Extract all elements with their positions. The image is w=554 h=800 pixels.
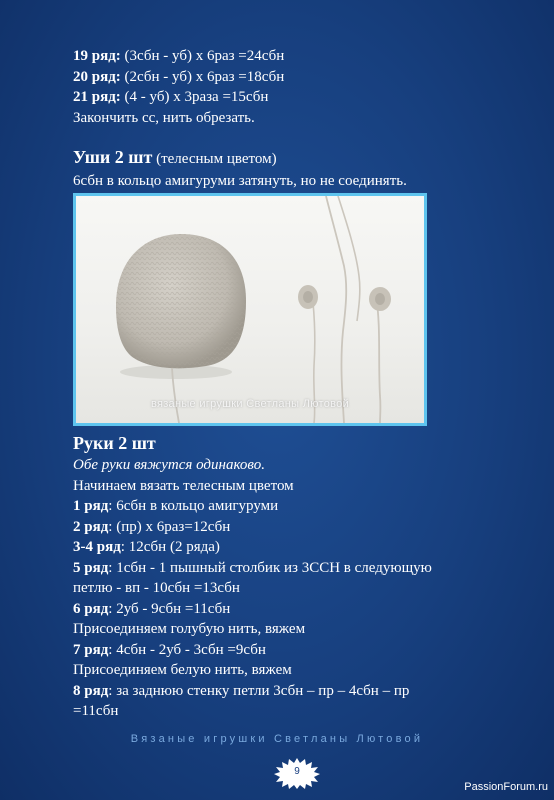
row-text: (3сбн - уб) х 6раз =24сбн — [120, 48, 285, 64]
crochet-photo — [73, 193, 427, 426]
row-text: : 2уб - 9сбн =11сбн — [108, 600, 231, 617]
site-watermark: PassionForum.ru — [464, 781, 548, 793]
arms-row-2 — [73, 517, 514, 538]
arms-heading: Руки 2 шт — [73, 433, 156, 453]
ears-heading — [73, 146, 514, 170]
row-label: 2 ряд — [73, 518, 109, 535]
row-label: 21 ряд: — [73, 89, 121, 105]
row-label: 3-4 ряд — [73, 539, 121, 555]
row-text: (4 - уб) х 3раза =15сбн — [120, 89, 269, 105]
arms-row-8-cont: =11сбн — [73, 703, 119, 719]
row-text: : (пр) х 6раз=12сбн — [108, 518, 231, 535]
arms-intro: Начинаем вязать телесным цветом — [73, 477, 294, 494]
row-text: : 12сбн (2 ряда) — [120, 539, 220, 555]
crochet-illustration — [76, 196, 424, 423]
row-label: 20 ряд: — [73, 68, 121, 85]
ears-instruction: 6сбн в кольцо амигуруми затянуть, но не соединять. — [73, 173, 407, 189]
footer-author: Вязаные игрушки Светланы Лютовой — [130, 733, 424, 745]
arms-row-6 — [73, 599, 514, 620]
arms-row-8 — [73, 681, 514, 702]
ears-title: Уши 2 шт — [73, 147, 153, 167]
row-label: 1 ряд — [73, 498, 109, 514]
arms-subtitle: Обе руки вяжутся одинаково. — [73, 457, 265, 473]
finish-note: Закончить сс, нить обрезать. — [73, 109, 255, 126]
arms-row-3-4 — [73, 537, 514, 558]
row-text: : 6сбн в кольцо амигуруми — [108, 498, 279, 514]
row-21 — [73, 87, 514, 108]
crochet-ear-1 — [298, 285, 318, 309]
row-label: 6 ряд — [73, 600, 109, 617]
row-20 — [73, 67, 514, 88]
arms-section — [73, 432, 514, 722]
page-number-badge — [273, 757, 321, 789]
arms-row-5-cont: петлю - вп - 10сбн =13сбн — [73, 580, 240, 596]
row-text: : за заднюю стенку петли 3сбн – пр – 4сбн – пр — [108, 682, 410, 699]
blue-yarn-note: Присоединяем голубую нить, вяжем — [73, 621, 306, 637]
row-label: 5 ряд — [73, 559, 109, 576]
arms-row-5 — [73, 558, 514, 579]
photo-watermark: вязаные игрушки Светланы Лютовой — [150, 398, 350, 410]
yarn-thread-1 — [326, 196, 346, 423]
ears-note: (телесным цветом) — [152, 151, 277, 167]
row-text: : 4сбн - 2уб - 3сбн =9сбн — [108, 641, 266, 658]
row-text: : 1сбн - 1 пышный столбик из 3ССН в следующую — [108, 559, 432, 576]
row-label: 19 ряд: — [73, 48, 121, 64]
arms-row-7 — [73, 640, 514, 661]
white-yarn-note: Присоединяем белую нить, вяжем — [73, 662, 292, 678]
crochet-ear-2 — [369, 287, 391, 311]
row-text: (2сбн - уб) х 6раз =18сбн — [120, 68, 285, 85]
arms-row-1 — [73, 496, 514, 517]
row-19 — [73, 46, 514, 67]
top-rows — [73, 46, 514, 128]
row-label: 7 ряд — [73, 641, 109, 658]
page-number: 9 — [294, 766, 300, 777]
ears-section — [73, 146, 514, 192]
row-label: 8 ряд — [73, 682, 109, 699]
crochet-ball — [116, 234, 246, 368]
